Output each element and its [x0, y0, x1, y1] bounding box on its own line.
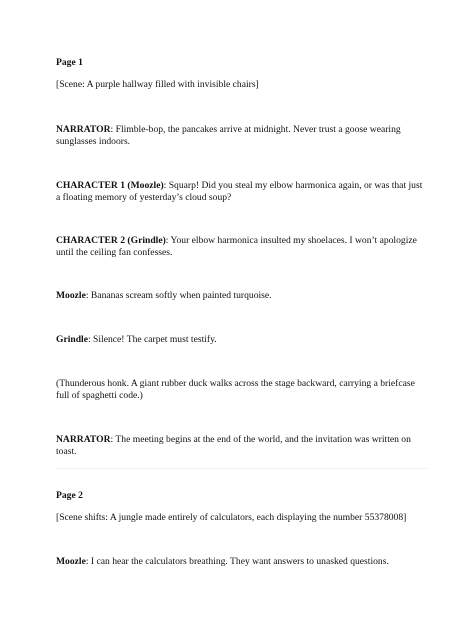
dialogue-text: : The meeting begins at the end of the world, and the invitation was written on toast.: [56, 434, 411, 457]
dialogue-line: [56, 124, 428, 148]
speaker-name: CHARACTER 2 (Grindle): [56, 235, 166, 246]
dialogue-text: : Your elbow harmonica insulted my shoelaces. I won’t apologize until the ceiling fan confesses.: [56, 235, 417, 258]
scene-description: [Scene shifts: A jungle made entirely of calculators, each displaying the number 55378008]: [56, 512, 407, 523]
dialogue-text: : Flimble-bop, the pancakes arrive at midnight. Never trust a goose wearing sunglasses indoors.: [56, 124, 401, 147]
speaker-name: Moozle: [56, 556, 86, 567]
scene-description: [Scene: A purple hallway filled with invisible chairs]: [56, 79, 259, 90]
speaker-name: NARRATOR: [56, 124, 111, 135]
dialogue-text: : Squarp! Did you steal my elbow harmonica again, or was that just a floating memory of yesterday’s cloud soup?: [56, 180, 423, 203]
dialogue-text: : I can hear the calculators breathing. They want answers to unasked questions.: [85, 556, 389, 567]
dialogue-line: [56, 334, 428, 346]
dialogue-text: : Silence! The carpet must testify.: [87, 334, 217, 345]
page-2-heading: Page 2: [56, 490, 83, 501]
speaker-name: NARRATOR: [56, 434, 111, 445]
dialogue-line: [56, 434, 428, 458]
speaker-name: CHARACTER 1 (Moozle): [56, 180, 164, 191]
dialogue-line: [56, 290, 428, 302]
speaker-name: Moozle: [56, 290, 86, 301]
dialogue-text: : Bananas scream softly when painted turquoise.: [85, 290, 272, 301]
speaker-name: Grindle: [56, 334, 88, 345]
dialogue-line: [56, 180, 428, 204]
dialogue-line: [56, 556, 428, 568]
dialogue-line: [56, 235, 428, 259]
page-1-heading: Page 1: [56, 57, 83, 68]
page-break-divider: [56, 468, 428, 469]
stage-direction: (Thunderous honk. A giant rubber duck walks across the stage backward, carrying a briefcase full of spaghetti code.): [56, 378, 415, 401]
